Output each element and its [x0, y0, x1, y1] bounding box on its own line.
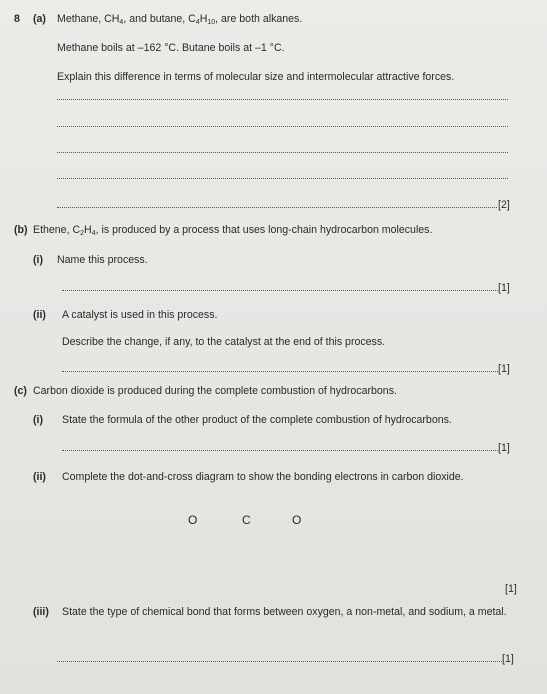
part-b-label: (b) [14, 224, 28, 236]
marks-label: [1] [505, 583, 517, 595]
part-c-intro: Carbon dioxide is produced during the complete combustion of hydrocarbons. [33, 385, 397, 397]
answer-line[interactable] [62, 371, 498, 372]
part-c-ii-label: (ii) [33, 471, 46, 483]
oxygen-atom-left: O [188, 513, 198, 527]
answer-line[interactable] [57, 126, 508, 127]
marks-label: [2] [498, 199, 510, 211]
part-a-question: Explain this difference in terms of molecular size and intermolecular attractive forces. [57, 71, 455, 83]
answer-line[interactable] [62, 450, 498, 451]
carbon-atom: C [242, 513, 251, 527]
answer-line[interactable] [57, 99, 508, 100]
part-c-ii-question: Complete the dot-and-cross diagram to show the bonding electrons in carbon dioxide. [62, 471, 464, 483]
part-c-i-question: State the formula of the other product of the complete combustion of hydrocarbons. [62, 414, 452, 426]
marks-label: [1] [498, 442, 510, 454]
part-c-iii-label: (iii) [33, 606, 49, 618]
answer-line[interactable] [57, 661, 502, 662]
marks-label: [1] [498, 282, 510, 294]
marks-label: [1] [502, 653, 514, 665]
catalyst-statement: A catalyst is used in this process. [62, 309, 218, 321]
marks-label: [1] [498, 363, 510, 375]
part-b-ii-label: (ii) [33, 309, 46, 321]
oxygen-atom-right: O [292, 513, 302, 527]
part-c-i-label: (i) [33, 414, 43, 426]
part-a-label: (a) [33, 13, 46, 25]
boiling-points-text: Methane boils at –162 °C. Butane boils at –1 °C. [57, 42, 285, 54]
part-b-i-label: (i) [33, 254, 43, 266]
question-number: 8 [14, 13, 20, 25]
part-b-intro: Ethene, $C_2H_4$, is produced by a process that uses long-chain hydrocarbon molecules. [33, 224, 433, 237]
part-c-label: (c) [14, 385, 27, 397]
part-c-iii-question: State the type of chemical bond that forms between oxygen, a non-metal, and sodium, a metal. [62, 606, 507, 618]
answer-line[interactable] [57, 207, 497, 208]
part-b-i-question: Name this process. [57, 254, 148, 266]
answer-line[interactable] [57, 152, 508, 153]
part-b-ii-question: Describe the change, if any, to the catalyst at the end of this process. [62, 336, 386, 348]
part-a-intro: Methane, $CH_4$, and butane, $C_4H_{10}$, are both alkanes. [57, 13, 303, 26]
answer-line[interactable] [57, 178, 508, 179]
answer-line[interactable] [62, 290, 498, 291]
